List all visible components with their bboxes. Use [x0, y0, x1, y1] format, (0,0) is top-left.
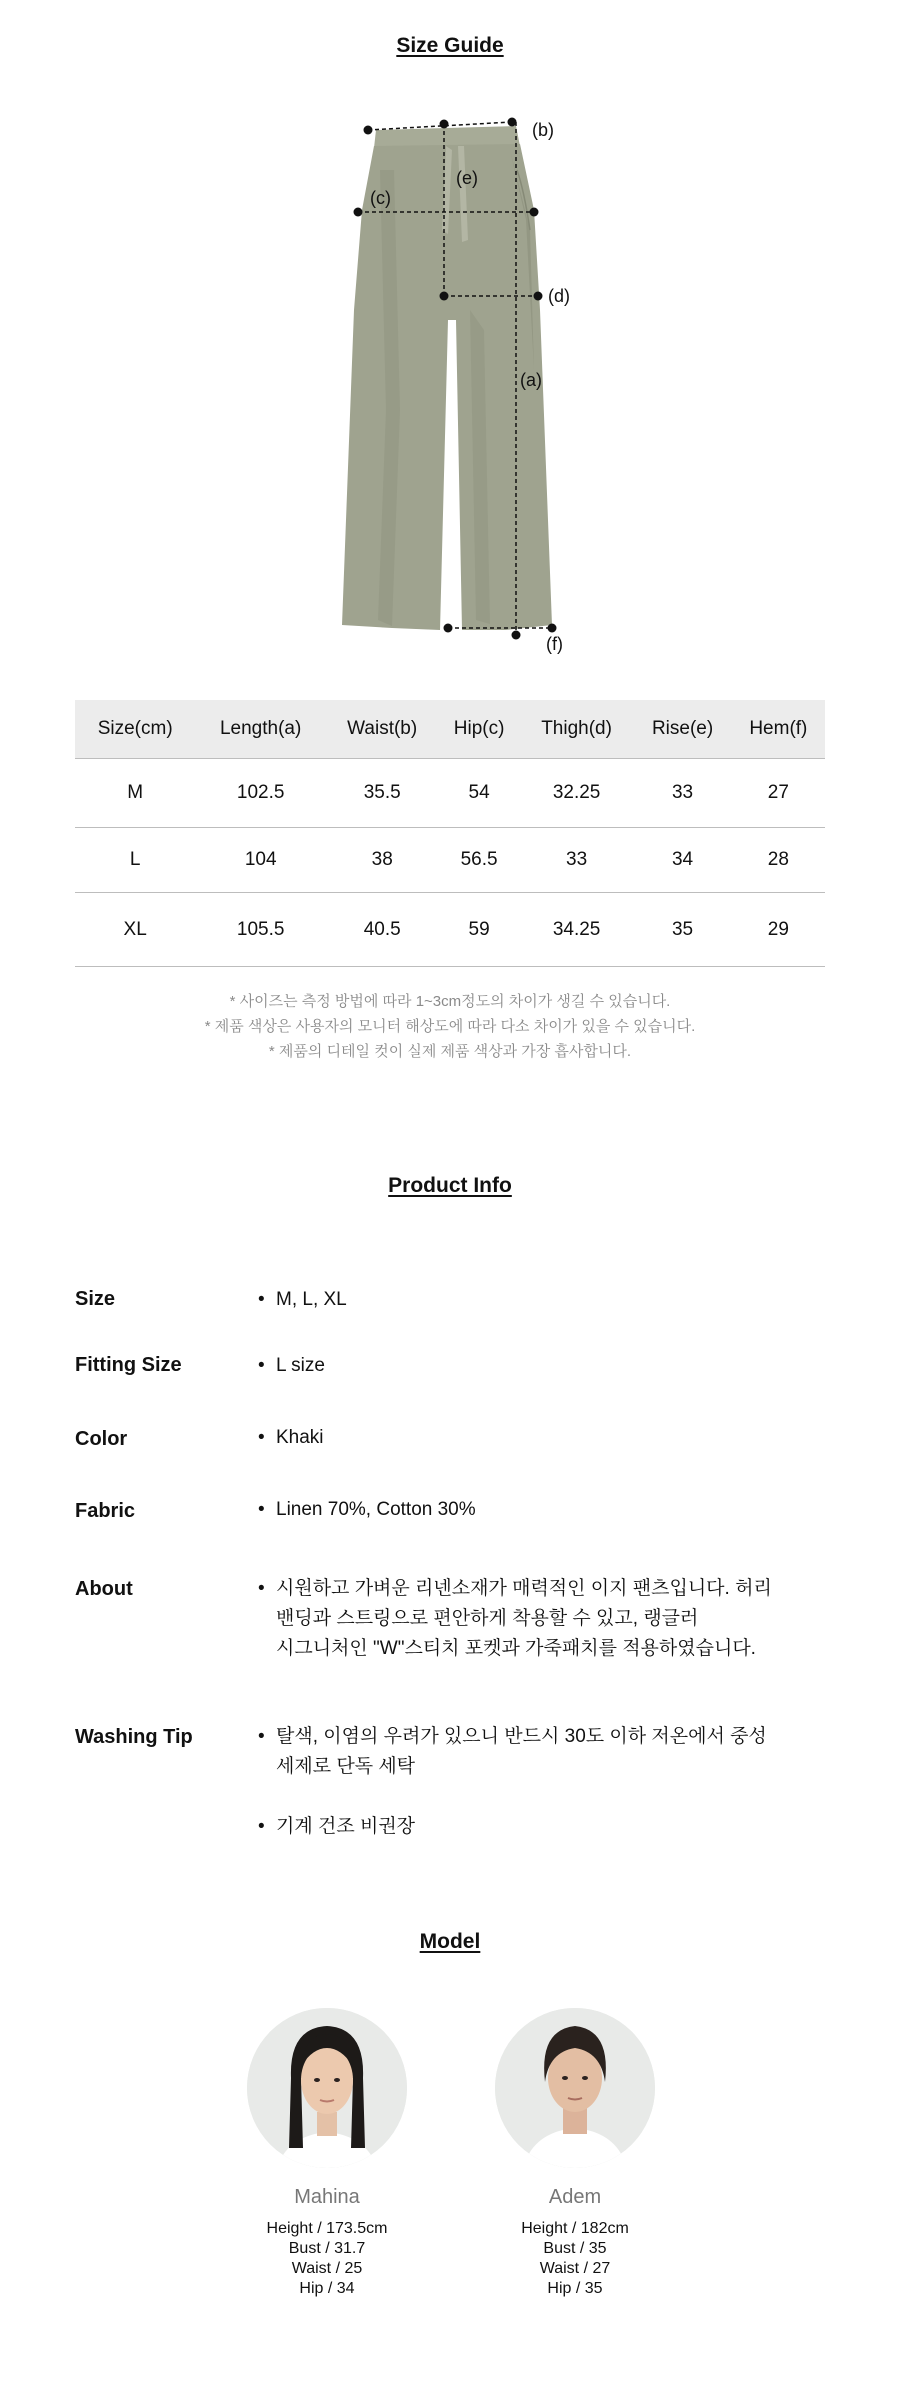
label-d: (d): [548, 286, 570, 306]
table-header-row: [75, 700, 825, 759]
table-cell: 54: [438, 759, 519, 828]
model-bust: Bust / 31.7: [288, 2240, 366, 2257]
model-waist: Waist / 25: [291, 2260, 363, 2277]
table-cell: 38: [326, 828, 438, 893]
about-text: [276, 1574, 772, 1664]
model-avatar-mahina: [247, 2008, 407, 2168]
bullet: •: [258, 1499, 265, 1520]
size-note: * 사이즈는 측정 방법에 따라 1~3cm정도의 차이가 생길 수 있습니다.: [229, 993, 671, 1010]
table-cell: 35.5: [326, 759, 438, 828]
fitting-size-label: Fitting Size: [75, 1354, 182, 1376]
table-cell: 32.25: [520, 759, 634, 828]
washing-line: 세제로 단독 세탁: [276, 1756, 416, 1777]
table-row: [75, 759, 825, 828]
model-height: Height / 173.5cm: [266, 2220, 388, 2237]
model-waist: Waist / 27: [539, 2260, 611, 2277]
label-b: (b): [532, 120, 554, 140]
bullet: •: [258, 1578, 265, 1599]
washing-line: 탈색, 이염의 우려가 있으니 반드시 30도 이하 저온에서 중성: [276, 1726, 767, 1747]
table-cell: 35: [633, 893, 731, 967]
model-hip: Hip / 34: [299, 2280, 355, 2297]
header-cell: Hip(c): [438, 700, 519, 759]
bullet: •: [258, 1427, 265, 1448]
model-hip: Hip / 35: [547, 2280, 603, 2297]
about-line: 시그니처인 "W"스티치 포켓과 가죽패치를 적용하였습니다.: [276, 1638, 756, 1659]
table-cell: M: [75, 759, 195, 828]
model-height: Height / 182cm: [521, 2220, 629, 2237]
header-cell: Length(a): [195, 700, 326, 759]
table-row: [75, 828, 825, 893]
model-name: Mahina: [294, 2186, 360, 2208]
table-cell: 56.5: [438, 828, 519, 893]
table-cell: 40.5: [326, 893, 438, 967]
washing-tip-text: [276, 1722, 767, 1782]
color-label: Color: [75, 1428, 128, 1450]
color-value: Khaki: [276, 1427, 324, 1448]
fabric-label: Fabric: [75, 1500, 136, 1522]
model-bust: Bust / 35: [543, 2240, 607, 2257]
model-stats: [455, 2219, 695, 2299]
label-e: (e): [456, 168, 478, 188]
header-cell: Waist(b): [326, 700, 438, 759]
table-cell: 27: [732, 759, 825, 828]
table-cell: 28: [732, 828, 825, 893]
fitting-size-value: L size: [276, 1355, 325, 1376]
table-cell: 33: [520, 828, 634, 893]
size-note: * 제품의 디테일 컷이 실제 제품 색상과 가장 흡사합니다.: [268, 1043, 632, 1060]
size-note: * 제품 색상은 사용자의 모니터 해상도에 따라 다소 차이가 있을 수 있습니다.: [204, 1018, 696, 1035]
bullet: •: [258, 1355, 265, 1376]
product-info-title: Product Info: [388, 1174, 512, 1197]
header-cell: Thigh(d): [520, 700, 634, 759]
size-label: Size: [75, 1288, 116, 1310]
table-cell: 102.5: [195, 759, 326, 828]
model-portrait-female: [247, 2008, 407, 2168]
table-cell: 104: [195, 828, 326, 893]
header-cell: Rise(e): [633, 700, 731, 759]
table-row: [75, 893, 825, 967]
bullet: •: [258, 1289, 265, 1310]
model-title: Model: [419, 1930, 481, 1953]
washing-tip-2: 기계 건조 비권장: [276, 1816, 416, 1837]
model-stats: [207, 2219, 447, 2299]
bullet: •: [258, 1726, 265, 1747]
label-f: (f): [546, 634, 563, 654]
size-value: M, L, XL: [276, 1289, 347, 1310]
table-cell: 34.25: [520, 893, 634, 967]
model-avatar-adem: [495, 2008, 655, 2168]
table-cell: 34: [633, 828, 731, 893]
label-a: (a): [520, 370, 542, 390]
table-cell: 105.5: [195, 893, 326, 967]
size-table: [75, 700, 825, 967]
label-c: (c): [370, 188, 391, 208]
about-line: 시원하고 가벼운 리넨소재가 매력적인 이지 팬츠입니다. 허리: [276, 1578, 772, 1599]
about-label: About: [75, 1578, 133, 1600]
table-cell: L: [75, 828, 195, 893]
header-cell: Size(cm): [75, 700, 195, 759]
about-line: 밴딩과 스트링으로 편안하게 착용할 수 있고, 랭글러: [276, 1608, 699, 1629]
model-name: Adem: [548, 2186, 602, 2208]
bullet: •: [258, 1816, 265, 1837]
model-portrait-male: [495, 2008, 655, 2168]
pants-measurement-diagram: [320, 110, 580, 670]
header-cell: Hem(f): [732, 700, 825, 759]
size-guide-title: Size Guide: [396, 34, 504, 57]
washing-tip-label: Washing Tip: [75, 1726, 193, 1748]
table-cell: 59: [438, 893, 519, 967]
table-cell: 33: [633, 759, 731, 828]
table-cell: 29: [732, 893, 825, 967]
fabric-value: Linen 70%, Cotton 30%: [276, 1499, 476, 1520]
table-cell: XL: [75, 893, 195, 967]
